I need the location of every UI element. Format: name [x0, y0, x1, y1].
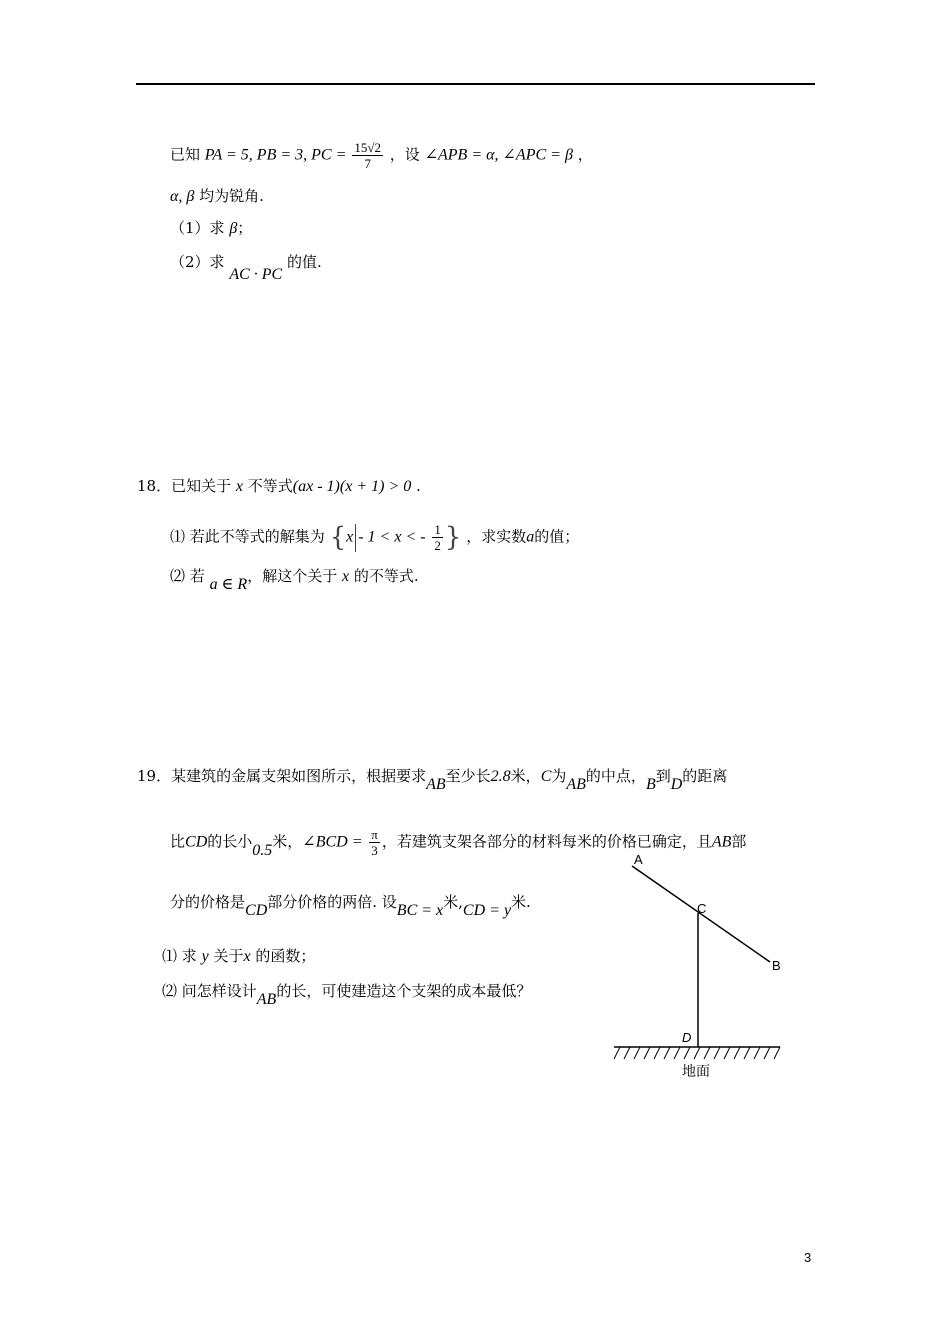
- q19-s3-cd-eq: CD = y: [462, 902, 512, 919]
- q19-s1-ab: AB: [426, 776, 446, 793]
- q18-set-condition: - 1 < x < -: [358, 528, 426, 546]
- q18-part2-label: ⑵ 若: [170, 567, 205, 585]
- q18-frac-den: 2: [434, 538, 441, 553]
- q17-mid: ，设: [389, 145, 420, 164]
- q18-half-fraction: [432, 522, 443, 553]
- q19-s1-c-point: C: [540, 768, 552, 785]
- q18-stem-end: .: [411, 477, 421, 495]
- q17-part2-label: （2）求: [170, 253, 225, 271]
- q19-s2d: ，若建筑支架各部分的材料每米的价格已确定，且: [381, 832, 712, 851]
- q19-part1: [162, 946, 315, 967]
- q18-part2-var: x: [341, 568, 350, 585]
- q17-comma: ，: [577, 145, 593, 164]
- q19-s2c: 米，: [272, 832, 303, 851]
- q17-part2-end: 的值.: [287, 253, 322, 271]
- q19-s1b: 至少长: [445, 767, 491, 785]
- right-brace-icon: }: [444, 522, 462, 553]
- q18-frac-num: 1: [434, 522, 441, 537]
- q17-part2-expr: AC · PC: [229, 266, 283, 283]
- q17-part2: [170, 252, 322, 283]
- q19-s2a: 比: [170, 832, 186, 851]
- label-b: B: [772, 958, 781, 973]
- label-c: C: [697, 901, 707, 916]
- q19-part1-x: x: [243, 948, 251, 965]
- q18-inequality: (ax - 1)(x + 1) > 0: [292, 478, 412, 495]
- q19-part1-mid: 关于: [213, 947, 244, 965]
- q17-line2: [170, 186, 264, 207]
- q19-s3b: 部分价格的两倍. 设: [267, 893, 397, 911]
- q19-s1a: 某建筑的金属支架如图所示，根据要求: [171, 767, 427, 785]
- q18-number: 18．: [137, 477, 172, 495]
- q19-part2-end: 的长，可使建造这个支架的成本最低？: [276, 982, 532, 1000]
- q18-part2-mid: ，解这个关于: [247, 567, 338, 585]
- q19-s2-cd: CD: [185, 833, 208, 851]
- q17-pc-denominator: 7: [364, 156, 371, 171]
- q19-s2b: 的长小: [207, 832, 253, 851]
- q17-line1: [170, 140, 593, 171]
- q19-line1: [137, 766, 728, 793]
- q17-vars: α, β: [170, 188, 195, 205]
- q19-s3-cd: CD: [245, 902, 268, 919]
- label-a: A: [634, 852, 643, 867]
- q19-s3a: 分的价格是: [170, 893, 246, 911]
- q19-part1-label: ⑴ 求: [162, 947, 197, 965]
- q19-s2e: 部: [731, 832, 747, 851]
- q19-s1-length: 2.8: [490, 768, 511, 785]
- q18-stem-a: 已知关于: [171, 477, 232, 495]
- q18-part1-label: ⑴ 若此不等式的解集为: [170, 527, 325, 546]
- q19-s1-b-point: B: [645, 776, 656, 793]
- q19-line3: [170, 892, 531, 919]
- q17-pc-fraction: [352, 140, 383, 171]
- q19-s2-value: 0.5: [252, 841, 273, 859]
- q19-pi-fraction: [369, 827, 380, 858]
- q18-part1-mid: ，求实数: [466, 527, 527, 546]
- q19-part2-ab: AB: [256, 991, 277, 1008]
- q17-pc-numerator: 15√2: [354, 140, 382, 155]
- ground-label: 地面: [682, 1064, 710, 1080]
- ground-hatching: [614, 1047, 780, 1059]
- header-rule: [136, 83, 815, 85]
- q19-frac-num: π: [371, 827, 378, 842]
- q19-s1d: 为: [551, 767, 567, 785]
- label-d: D: [682, 1030, 692, 1045]
- q19-s2-ab: AB: [711, 833, 732, 851]
- q18-stem: [137, 476, 421, 497]
- q17-part1-var: β: [229, 220, 238, 237]
- q18-x: x: [235, 478, 243, 495]
- q19-part2: [162, 981, 532, 1008]
- q17-given: PA = 5, PB = 3, PC =: [204, 146, 351, 164]
- q19-s1g: 的距离: [682, 767, 728, 785]
- q18-part2-end: 的不等式.: [353, 567, 419, 585]
- q17-prefix: 已知: [170, 145, 201, 164]
- q19-s1e: 的中点，: [585, 767, 646, 785]
- q19-s2-angle: ∠BCD =: [302, 833, 363, 851]
- q19-s1c: 米，: [510, 767, 541, 785]
- q19-number: 19．: [137, 767, 172, 785]
- left-brace-icon: {: [329, 522, 347, 553]
- q19-frac-den: 3: [371, 843, 378, 858]
- q18-part1-end: 的值；: [534, 527, 580, 546]
- q18-part2: [170, 566, 419, 593]
- q19-part1-end: 的函数；: [255, 947, 316, 965]
- q18-part1-var: a: [526, 528, 535, 546]
- q18-set-var: x: [346, 528, 354, 546]
- q19-s1-ab2: AB: [566, 776, 586, 793]
- q19-part1-y: y: [201, 948, 209, 965]
- q18-part1: [170, 522, 579, 553]
- support-frame-figure: [612, 850, 792, 1085]
- q17-part1-label: （1）求: [170, 219, 225, 237]
- q17-part1-end: ；: [237, 219, 253, 237]
- q19-s1-d-point: D: [670, 776, 683, 793]
- q19-s3d: 米.: [511, 893, 531, 911]
- q19-part2-label: ⑵ 问怎样设计: [162, 982, 257, 1000]
- q19-s3c: 米,: [443, 893, 463, 911]
- set-bar-icon: [355, 524, 356, 552]
- q19-s3-bc: BC = x: [396, 902, 444, 919]
- page-number: 3: [804, 1250, 812, 1265]
- q17-acute-text: 均为锐角.: [194, 187, 264, 205]
- q18-stem-b: 不等式: [247, 477, 293, 495]
- q19-s1f: 到: [655, 767, 671, 785]
- q17-part1: [170, 218, 252, 239]
- q17-angles: ∠APB = α, ∠APC = β: [424, 146, 573, 164]
- q18-part2-cond: a ∈ R: [209, 576, 248, 593]
